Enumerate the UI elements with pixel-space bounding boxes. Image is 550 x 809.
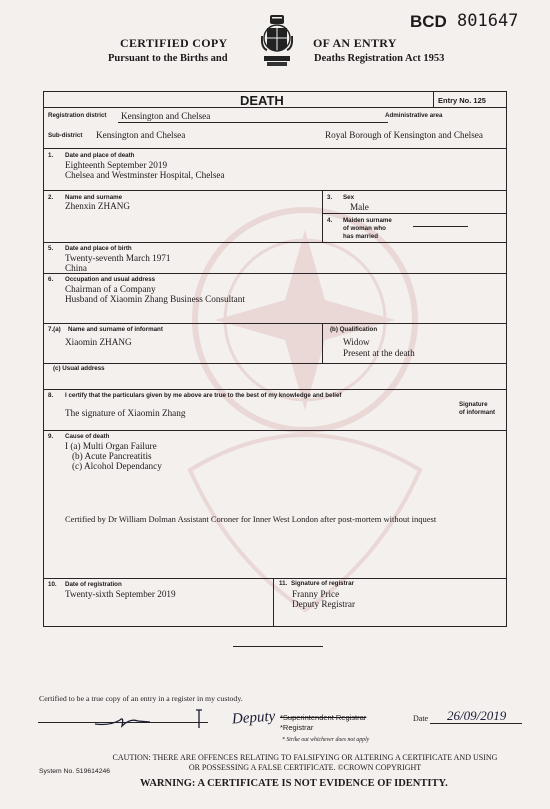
admin-area-value: Royal Borough of Kensington and Chelsea bbox=[325, 130, 483, 140]
header-left-subtitle: Pursuant to the Births and bbox=[108, 53, 228, 64]
date-label: Date bbox=[413, 714, 429, 723]
field-4-label-line2: of woman who bbox=[343, 225, 386, 232]
identity-warning: WARNING: A CERTIFICATE IS NOT EVIDENCE OF IDENTITY. bbox=[140, 778, 448, 789]
serial-prefix: BCD bbox=[410, 12, 447, 31]
registrar-name: Franny Price bbox=[292, 589, 340, 599]
subdistrict-label: Sub-district bbox=[48, 132, 83, 139]
strike-out-note: * Strike out whichever does not apply bbox=[282, 737, 370, 743]
field-8-number: 8. bbox=[48, 392, 54, 399]
field-7c-label: (c) Usual address bbox=[53, 365, 105, 372]
field-4-label-line3: has married bbox=[343, 233, 379, 240]
field-6-label: Occupation and usual address bbox=[65, 276, 156, 283]
field-9-number: 9. bbox=[48, 433, 54, 440]
qualification-line1: Widow bbox=[343, 337, 370, 347]
caution-line-2: OR POSSESSING A FALSE CERTIFICATE. ©CROWN COPYRIGHT bbox=[188, 763, 422, 772]
birth-place: China bbox=[65, 263, 87, 273]
field-4-number: 4. bbox=[327, 217, 333, 224]
death-date: Eighteenth September 2019 bbox=[65, 160, 168, 170]
field-3-number: 3. bbox=[327, 194, 333, 201]
superintendent-registrar-option: *Superintendent Registrar bbox=[280, 713, 367, 722]
registration-date: Twenty-sixth September 2019 bbox=[65, 589, 176, 599]
birth-date: Twenty-seventh March 1971 bbox=[65, 253, 171, 263]
registration-district-value: Kensington and Chelsea bbox=[121, 111, 211, 121]
signature-informant-label-line2: of informant bbox=[459, 409, 496, 416]
cause-c: (c) Alcohol Dependancy bbox=[72, 461, 162, 471]
form-title: DEATH bbox=[240, 93, 284, 108]
registrar-option: *Registrar bbox=[280, 723, 314, 732]
system-number: System No. 519614246 bbox=[39, 768, 111, 775]
occupation-line1: Chairman of a Company bbox=[65, 284, 156, 294]
informant-name: Xiaomin ZHANG bbox=[65, 337, 132, 347]
field-10-number: 10. bbox=[48, 581, 57, 588]
informant-signature: The signature of Xiaomin Zhang bbox=[65, 408, 186, 418]
field-5-number: 5. bbox=[48, 245, 54, 252]
cause-b: (b) Acute Pancreatitis bbox=[72, 451, 152, 461]
handwritten-date: 26/09/2019 bbox=[447, 708, 507, 723]
field-11-number: 11. bbox=[279, 580, 288, 587]
cause-a: I (a) Multi Organ Failure bbox=[65, 441, 157, 451]
field-3-label: Sex bbox=[343, 194, 355, 201]
header-right-subtitle: Deaths Registration Act 1953 bbox=[314, 53, 445, 64]
field-9-label: Cause of death bbox=[65, 433, 110, 440]
entry-number: Entry No. 125 bbox=[438, 96, 486, 105]
field-7-number: 7.(a) bbox=[48, 326, 61, 333]
coroner-certification: Certified by Dr William Dolman Assistant Coroner for Inner West London after post-mortem without inquest bbox=[65, 514, 437, 524]
serial-number: 801647 bbox=[457, 11, 519, 31]
subdistrict-value: Kensington and Chelsea bbox=[96, 130, 186, 140]
field-10-label: Date of registration bbox=[65, 581, 122, 588]
field-8-label: I certify that the particulars given by me above are true to the best of my knowledge and belief bbox=[65, 392, 342, 399]
deceased-name: Zhenxin ZHANG bbox=[65, 201, 131, 211]
occupation-line2: Husband of Xiaomin Zhang Business Consultant bbox=[65, 294, 245, 304]
header-right-title: OF AN ENTRY bbox=[313, 36, 397, 50]
admin-area-label: Administrative area bbox=[385, 112, 443, 119]
caution-line-1: CAUTION: THERE ARE OFFENCES RELATING TO FALSIFYING OR ALTERING A CERTIFICATE AND USING bbox=[112, 753, 498, 762]
royal-crest-icon bbox=[261, 14, 293, 68]
field-1-label: Date and place of death bbox=[65, 152, 135, 159]
field-7-label: Name and surname of informant bbox=[68, 326, 163, 333]
field-1-number: 1. bbox=[48, 152, 54, 159]
sex-value: Male bbox=[350, 202, 369, 212]
header-left-title: CERTIFIED COPY bbox=[120, 36, 228, 50]
field-2-number: 2. bbox=[48, 194, 54, 201]
handwritten-deputy: Deputy bbox=[231, 708, 276, 728]
field-11-label: Signature of registrar bbox=[291, 580, 354, 587]
field-4-label-line1: Maiden surname bbox=[343, 217, 392, 224]
field-5-label: Date and place of birth bbox=[65, 245, 132, 252]
death-place: Chelsea and Westminster Hospital, Chelsea bbox=[65, 170, 225, 180]
certified-true-copy-text: Certified to be a true copy of an entry in a register in my custody. bbox=[39, 694, 243, 703]
signature-informant-label-line1: Signature bbox=[459, 401, 488, 408]
certifying-signature bbox=[90, 706, 220, 732]
registration-district-label: Registration district bbox=[48, 112, 107, 119]
field-6-number: 6. bbox=[48, 276, 54, 283]
registrar-title: Deputy Registrar bbox=[292, 599, 356, 609]
field-2-label: Name and surname bbox=[65, 194, 123, 201]
qualification-line2: Present at the death bbox=[343, 348, 415, 358]
field-7b-label: (b) Qualification bbox=[330, 326, 378, 333]
